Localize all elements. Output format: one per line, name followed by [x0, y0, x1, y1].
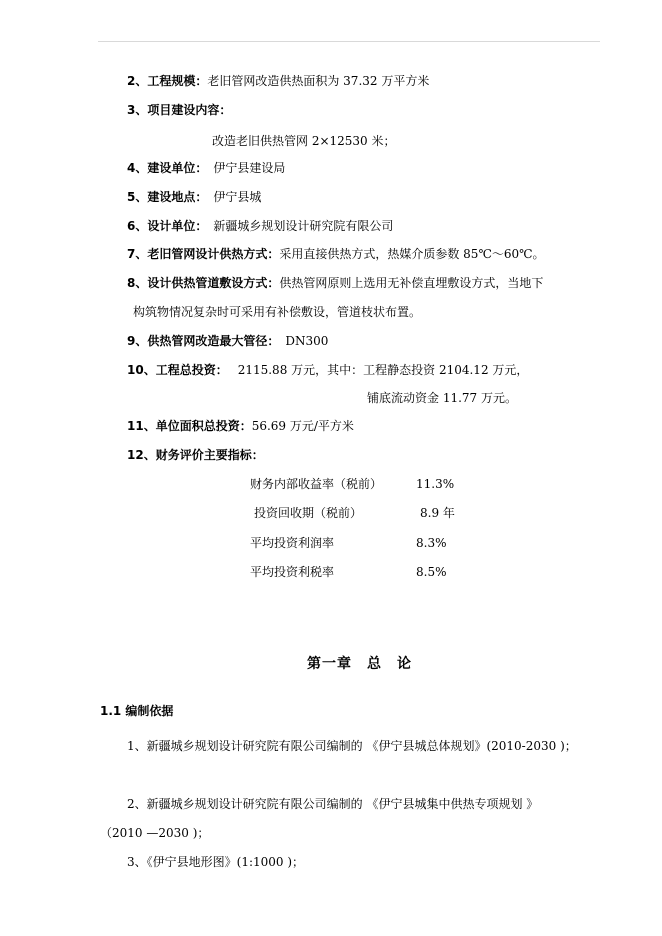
- section-title: 1.1 编制依据: [100, 704, 174, 718]
- indicator-value: 8.3%: [416, 536, 447, 550]
- item-12: 12、财务评价主要指标：: [127, 448, 264, 462]
- item-11: 11、单位面积总投资：56.69 万元/平方米: [127, 419, 354, 433]
- indicator-value: 8.9 年: [420, 506, 455, 520]
- item-2: 2、工程规模：老旧管网改造供热面积为 37.32 万平方米: [127, 74, 430, 88]
- item-3-content: 改造老旧供热管网 2×12530 米；: [212, 134, 396, 148]
- item-7: 7、老旧管网设计供热方式：采用直接供热方式，热媒介质参数 85℃～60℃。: [127, 247, 545, 261]
- item-10: 10、工程总投资： 2115.88 万元，其中：工程静态投资 2104.12 万元，: [127, 363, 529, 377]
- chapter-title: 第一章 总 论: [307, 656, 412, 672]
- indicator-value: 8.5%: [416, 565, 447, 579]
- indicator-name: 平均投资利润率: [250, 536, 335, 550]
- indicator-value: 11.3%: [416, 477, 455, 491]
- basis-item: 1、新疆城乡规划设计研究院有限公司编制的 《伊宁县城总体规划》(2010-2030 )；: [127, 739, 577, 753]
- item-6: 6、设计单位： 新疆城乡规划设计研究院有限公司: [127, 219, 394, 233]
- basis-item: 2、新疆城乡规划设计研究院有限公司编制的 《伊宁县城集中供热专项规划 》: [127, 797, 539, 811]
- item-8: 8、设计供热管道敷设方式：供热管网原则上选用无补偿直埋敷设方式，当地下: [127, 276, 544, 290]
- item-10-cont: 铺底流动资金 11.77 万元。: [367, 391, 517, 405]
- item-5: 5、建设地点： 伊宁县城: [127, 190, 262, 204]
- item-3: 3、项目建设内容：: [127, 103, 232, 117]
- item-4: 4、建设单位： 伊宁县建设局: [127, 161, 286, 175]
- header-rule: [98, 41, 600, 42]
- basis-item-cont: （2010 —2030 )；: [100, 826, 210, 840]
- indicator-name: 财务内部收益率（税前）: [250, 477, 383, 491]
- item-8-cont: 构筑物情况复杂时可采用有补偿敷设，管道枝状布置。: [133, 305, 422, 319]
- indicator-name: 投资回收期（税前）: [254, 506, 363, 520]
- indicator-name: 平均投资利税率: [250, 565, 335, 579]
- basis-item: 3、《伊宁县地形图》(1:1000 )；: [127, 855, 305, 869]
- item-9: 9、供热管网改造最大管径： DN300: [127, 334, 329, 348]
